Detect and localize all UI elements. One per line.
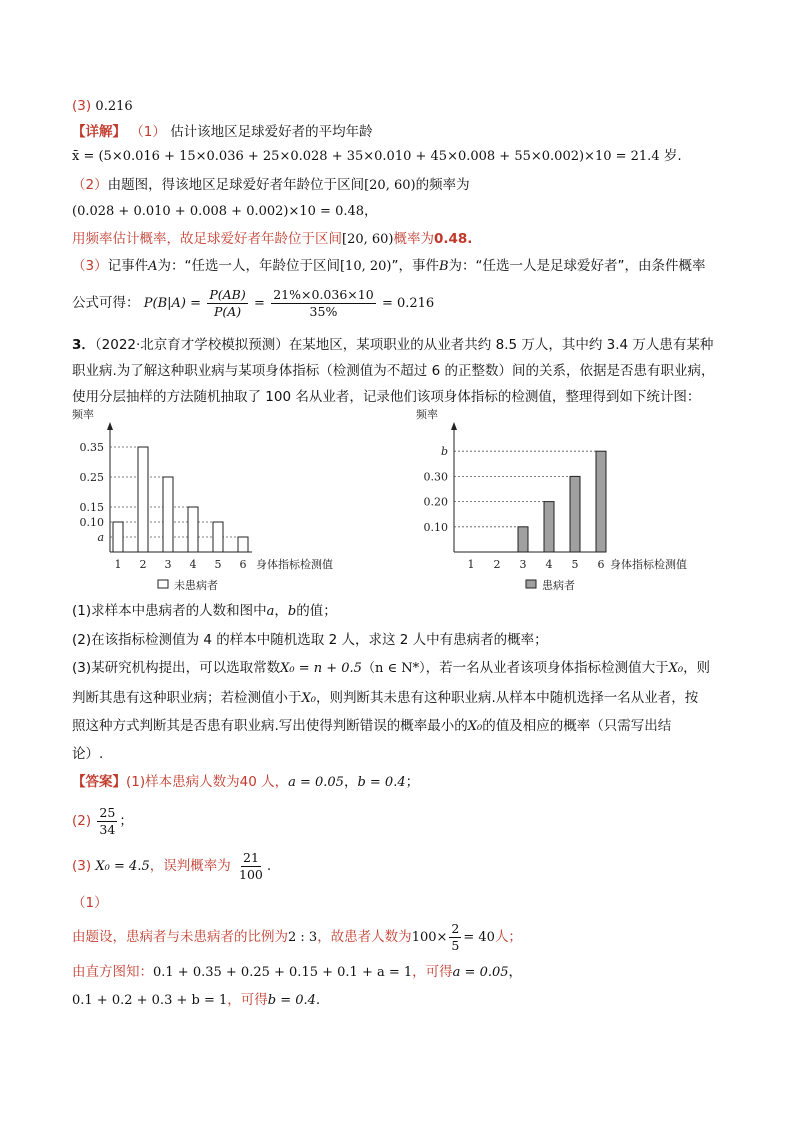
- x-tick-label: 3: [164, 558, 172, 571]
- legend-label: 患病者: [542, 579, 575, 592]
- x-tick-label: 1: [467, 558, 475, 571]
- problem3-line3: 使用分层抽样的方法随机抽取了 100 名从业者，记录他们该项身体指标的检测值，整理得到如下统计图：: [72, 389, 701, 405]
- x-axis-label: 身体指标检测值: [610, 558, 687, 571]
- bar: [518, 527, 528, 552]
- fraction: $\frac{2}{5}$: [451, 920, 460, 953]
- y-axis-label: 频率: [416, 408, 438, 421]
- x-tick-label: 4: [189, 558, 197, 571]
- problem3-q3-line3: 照这种方式判断其是否患有职业病.写出使得判断错误的概率最小的X₀的值及相应的概率（只需写出结: [72, 718, 672, 734]
- fraction: $\frac{P(AB)}{P(A)}$: [209, 286, 246, 319]
- solution-line3: 0.1 + 0.2 + 0.3 + b = 1，可得b = 0.4.: [72, 992, 321, 1008]
- detail-q2-line: （2）由题图，得该地区足球爱好者年龄位于区间[20, 60)的频率为: [72, 177, 470, 193]
- detail-q1-line: 【详解】 （1） 估计该地区足球爱好者的平均年龄: [72, 124, 373, 140]
- x-tick-label: 2: [493, 558, 501, 571]
- x-tick-label: 3: [519, 558, 527, 571]
- problem3-q1: (1)求样本中患病者的人数和图中a，b的值；: [72, 603, 337, 619]
- solution-line2: 由直方图知：0.1 + 0.35 + 0.25 + 0.15 + 0.1 + a = 1，可得a = 0.05，: [72, 964, 523, 980]
- legend-swatch: [526, 580, 536, 588]
- y-tick-label: 0.35: [79, 441, 104, 454]
- y-tick-label: a: [97, 531, 104, 544]
- answer-line2: (2) $\frac{25}{34}$ ；: [72, 804, 133, 837]
- fraction: $\frac{21}{100}$: [239, 849, 263, 882]
- bar: [188, 507, 198, 552]
- bar: [570, 476, 580, 552]
- fraction: $\frac{21\%\times 0.036\times 10}{35\%}$: [273, 286, 374, 319]
- x-tick-label: 6: [239, 558, 247, 571]
- solution-line1: 由题设，患病者与未患病者的比例为2 : 3，故患者人数为100× $\frac{2}{5}$ = 40人；: [72, 920, 522, 953]
- legend-label: 未患病者: [174, 579, 218, 592]
- detail-q1-formula: x̄ = (5×0.016 + 15×0.036 + 25×0.028 + 35×0.010 + 45×0.008 + 55×0.002)×10 = 21.4 岁.: [72, 148, 682, 164]
- y-axis-label: 频率: [72, 408, 94, 421]
- detail-q3-formula: 公式可得： P(B|A) = $\frac{P(AB)}{P(A)}$ = $\frac{21\%\times 0.036\times 10}{35\%}$ = 0.216: [72, 286, 435, 319]
- y-tick-label: 0.10: [79, 516, 104, 529]
- detail-q2-formula: (0.028 + 0.010 + 0.008 + 0.002)×10 = 0.48，: [72, 203, 378, 219]
- bar: [138, 447, 148, 552]
- x-tick-label: 1: [114, 558, 122, 571]
- x-tick-label: 4: [545, 558, 553, 571]
- prev-answer-3: (3) 0.216: [72, 98, 133, 114]
- y-tick-label: 0.25: [79, 471, 104, 484]
- solution-part1-label: （1）: [72, 895, 108, 911]
- fraction: $\frac{25}{34}$: [99, 804, 116, 837]
- problem3-line1: 3．（2022·北京育才学校模拟预测）在某地区，某项职业的从业者共约 8.5 万人，其中约 3.4 万人患有某种: [72, 337, 714, 353]
- x-tick-label: 6: [597, 558, 605, 571]
- chart-affected: [350, 408, 687, 595]
- y-tick-label: 0.10: [423, 520, 448, 534]
- problem3-q3-line1: (3)某研究机构提出，可以选取常数X₀ = n + 0.5（n ∈ N*），若一名从业者该项身体指标检测值大于X₀，则: [72, 660, 711, 676]
- problem3-q3-line4: 论）.: [72, 746, 104, 762]
- answer-line1: 【答案】(1)样本患病人数为40 人，a = 0.05，b = 0.4；: [72, 774, 420, 790]
- y-axis-arrow: [107, 422, 113, 430]
- problem3-q2: (2)在该指标检测值为 4 的样本中随机选取 2 人，求这 2 人中有患病者的概率；: [72, 632, 548, 648]
- y-tick-label: 0.15: [79, 501, 104, 514]
- problem3-q3-line2: 判断其患有这种职业病；若检测值小于X₀，则判断其未患有这种职业病.从样本中随机选择一名从业者，按: [72, 690, 699, 706]
- y-tick-label: 0.20: [423, 495, 448, 509]
- legend-swatch: [158, 580, 168, 588]
- bar: [113, 522, 123, 552]
- y-axis-arrow: [451, 422, 457, 430]
- x-tick-label: 5: [214, 558, 222, 571]
- bar: [238, 537, 248, 552]
- bar: [213, 522, 223, 552]
- problem3-line2: 职业病.为了解这种职业病与某项身体指标（检测值为不超过 6 的正整数）间的关系，依据是否患有职业病，: [72, 363, 715, 379]
- bar: [544, 502, 554, 552]
- y-tick-label: b: [440, 445, 448, 459]
- bar: [596, 451, 606, 552]
- x-tick-label: 5: [571, 558, 579, 571]
- chart-unaffected: [72, 410, 362, 595]
- detail-q3-line: （3）记事件A为：“任选一人，年龄位于区间[10, 20)”，事件B为：“任选一人是足球爱好者”，由条件概率: [72, 258, 706, 274]
- detail-q2-conclusion: 用频率估计概率，故足球爱好者年龄位于区间[20, 60)概率为0.48.: [72, 231, 473, 247]
- bar: [163, 477, 173, 552]
- y-tick-label: 0.30: [423, 470, 448, 484]
- answer-line3: (3) X₀ = 4.5，误判概率为 $\frac{21}{100}$ .: [72, 849, 272, 882]
- x-tick-label: 2: [139, 558, 147, 571]
- x-axis-label: 身体指标检测值: [256, 558, 333, 571]
